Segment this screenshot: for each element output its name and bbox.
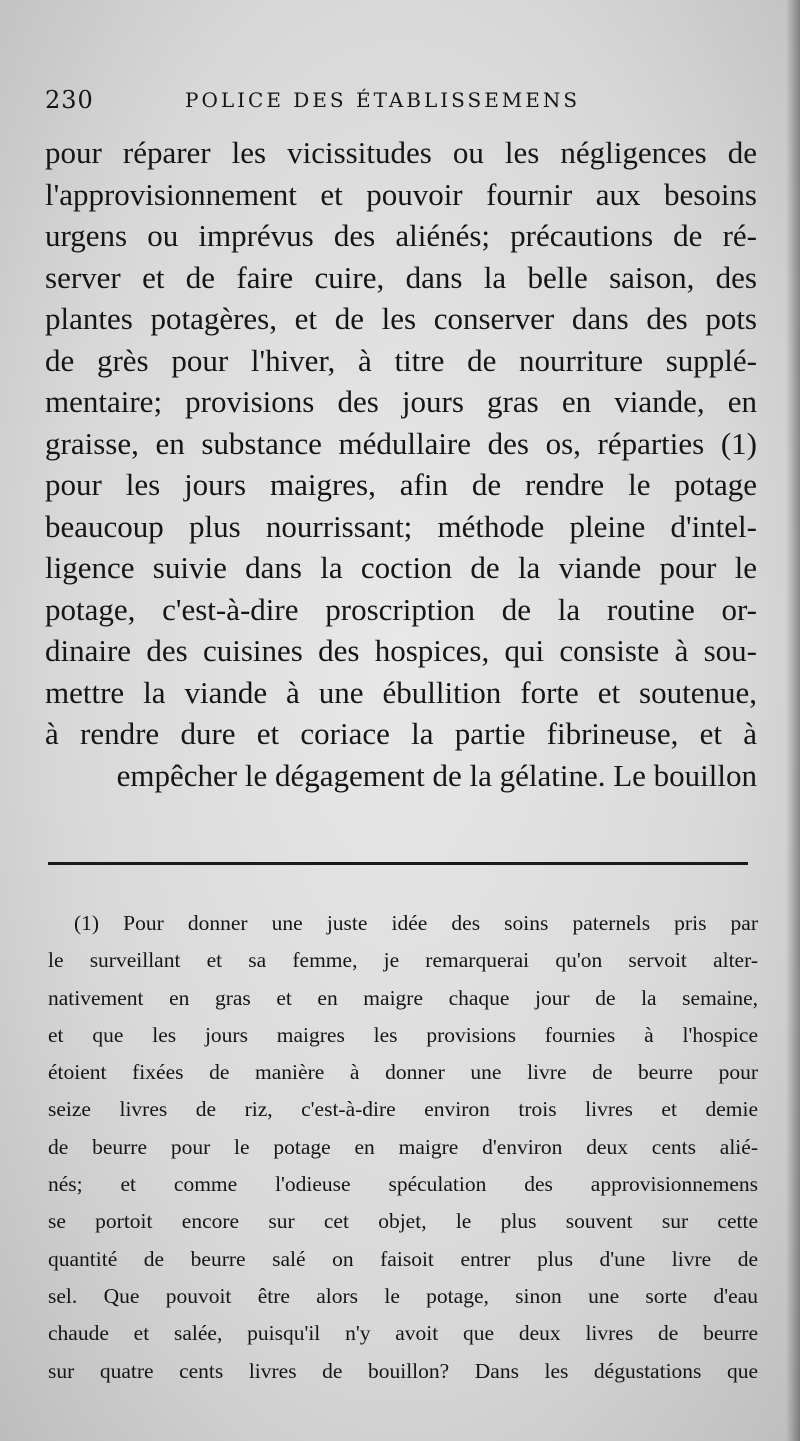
footnote-line: seize livres de riz, c'est-à-dire environ trois livres et demie [48,1097,758,1122]
footnote-rule [48,862,748,865]
footnote-line: nés; et comme l'odieuse spéculation des approvisionnemens [48,1172,758,1197]
body-line: mentaire; provisions des jours gras en viande, en [45,384,757,419]
footnote-line: (1) Pour donner une juste idée des soins paternels pris par [74,911,758,935]
body-line: mettre la viande à une ébullition forte et soutenue, [45,674,757,710]
page-edge-shadow [786,0,800,1441]
footnote-line: de beurre pour le potage en maigre d'environ deux cents alié- [48,1134,758,1159]
footnote-line: chaude et salée, puisqu'il n'y avoit que deux livres de beurre [48,1321,758,1346]
body-line: urgens ou imprévus des aliénés; précautions de ré- [45,218,757,253]
body-line: beaucoup plus nourrissant; méthode pleine d'intel- [45,508,757,544]
page-number: 230 [45,86,94,114]
body-line: de grès pour l'hiver, à titre de nourriture supplé- [45,342,757,378]
footnote-line: étoient fixées de manière à donner une livre de beurre pour [48,1060,758,1085]
body-line: à rendre dure et coriace la partie fibrineuse, et à [45,716,757,751]
body-line: dinaire des cuisines des hospices, qui consiste à sou- [45,633,757,668]
running-head: POLICE DES ÉTABLISSEMENS [185,88,581,112]
footnote-line: se portoit encore sur cet objet, le plus souvent sur cette [48,1209,758,1234]
footnote [48,905,758,1390]
footnote-line: nativement en gras et en maigre chaque jour de la semaine, [48,985,758,1010]
body-line: server et de faire cuire, dans la belle saison, des [45,259,757,295]
body-line: pour réparer les vicissitudes ou les négligences de [45,135,757,170]
footnote-line: et que les jours maigres les provisions fournies à l'hospice [48,1022,758,1047]
body-line: ligence suivie dans la coction de la viande pour le [45,550,757,585]
footnote-line: sur quatre cents livres de bouillon? Dans les dégustations que [48,1358,758,1383]
footnote-line: le surveillant et sa femme, je remarquerai qu'on servoit alter- [48,948,758,973]
body-line: graisse, en substance médullaire des os, réparties (1) [45,425,757,461]
body-text [45,132,757,796]
body-line: pour les jours maigres, afin de rendre le potage [45,467,757,502]
body-line: plantes potagères, et de les conserver dans des pots [45,301,757,336]
body-line: potage, c'est-à-dire proscription de la routine or- [45,591,757,627]
footnote-line: sel. Que pouvoit être alors le potage, sinon une sorte d'eau [48,1283,758,1308]
body-line: empêcher le dégagement de la gélatine. Le bouillon [116,757,757,793]
body-line: l'approvisionnement et pouvoir fournir aux besoins [45,176,757,212]
footnote-line: quantité de beurre salé on faisoit entrer plus d'une livre de [48,1246,758,1271]
page-header [45,86,760,116]
